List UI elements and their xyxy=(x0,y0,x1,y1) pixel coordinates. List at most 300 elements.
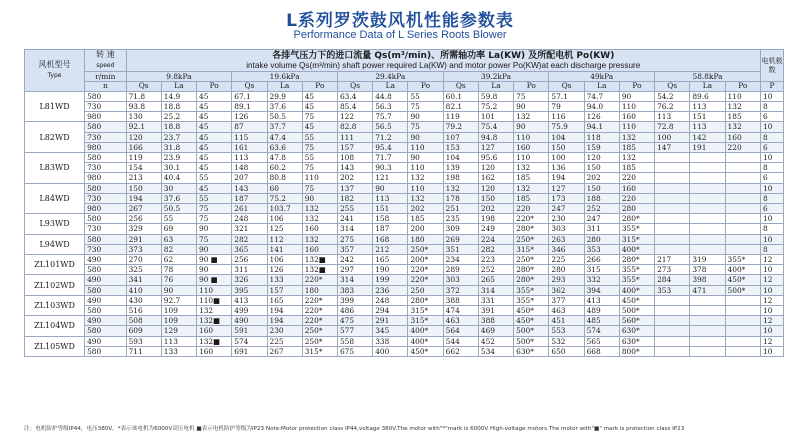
value-cell: 220* xyxy=(302,275,337,285)
value-cell: 72.8 xyxy=(655,122,690,132)
pressure-header: 9.8kPa xyxy=(126,72,232,82)
value-cell: 270 xyxy=(126,255,161,265)
value-cell: 185 xyxy=(514,193,549,203)
value-cell: 44.8 xyxy=(373,91,408,101)
value-cell: 250 xyxy=(408,285,443,295)
value-cell: 55 xyxy=(197,173,232,183)
value-cell: 110 xyxy=(619,102,654,112)
value-cell: 162 xyxy=(478,173,513,183)
value-cell: 157 xyxy=(267,285,302,295)
pole-cell: 6 xyxy=(761,173,784,183)
value-cell: 151 xyxy=(690,112,725,122)
value-cell: 126 xyxy=(232,112,267,122)
value-cell: 202 xyxy=(584,173,619,183)
value-cell: 31.8 xyxy=(161,142,196,152)
value-cell: 261 xyxy=(232,204,267,214)
value-cell: 255 xyxy=(337,204,372,214)
subcolumn-header: La xyxy=(161,82,196,92)
table-row xyxy=(25,214,784,224)
value-cell: 534 xyxy=(478,346,513,356)
speed-cell: 580 xyxy=(85,326,126,336)
value-cell: 198 xyxy=(443,173,478,183)
value-cell: 87 xyxy=(232,122,267,132)
subcolumn-header: Qs xyxy=(126,82,161,92)
speed-cell: 730 xyxy=(85,193,126,203)
value-cell: 383 xyxy=(337,285,372,295)
value-cell xyxy=(690,153,725,163)
value-cell: 141 xyxy=(267,244,302,254)
subcolumn-header: Qs xyxy=(337,82,372,92)
value-cell xyxy=(690,295,725,305)
table-row xyxy=(25,224,784,234)
value-cell: 241 xyxy=(337,214,372,224)
value-cell: 220* xyxy=(302,306,337,316)
value-cell: 314 xyxy=(337,275,372,285)
value-cell: 711 xyxy=(126,346,161,356)
value-cell: 224 xyxy=(478,234,513,244)
value-cell: 355* xyxy=(514,295,549,305)
page-title: L系列罗茨鼓风机性能参数表 xyxy=(286,11,514,31)
model-cell: ZL104WD xyxy=(25,316,85,336)
value-cell: 30.1 xyxy=(161,163,196,173)
value-cell: 267 xyxy=(267,346,302,356)
table-row xyxy=(25,122,784,132)
value-cell: 115 xyxy=(232,132,267,142)
value-cell: 314 xyxy=(478,285,513,295)
value-cell: 23.9 xyxy=(161,153,196,163)
value-cell: 474 xyxy=(443,306,478,316)
value-cell: 132 xyxy=(408,173,443,183)
table-row xyxy=(25,326,784,336)
value-cell xyxy=(690,316,725,326)
value-cell: 252 xyxy=(478,265,513,275)
value-cell: 18.8 xyxy=(161,102,196,112)
value-cell: 248 xyxy=(232,214,267,224)
value-cell: 430 xyxy=(126,295,161,305)
value-cell: 355* xyxy=(619,265,654,275)
value-cell: 168 xyxy=(373,234,408,244)
main-header xyxy=(126,50,760,72)
value-cell: 365 xyxy=(232,244,267,254)
pole-cell: 6 xyxy=(761,112,784,122)
pole-cell: 10 xyxy=(761,91,784,101)
speed-cell: 580 xyxy=(85,214,126,224)
value-cell: 230 xyxy=(267,326,302,336)
value-cell: 143 xyxy=(232,183,267,193)
speed-cell: 580 xyxy=(85,91,126,101)
value-cell: 63 xyxy=(161,234,196,244)
value-cell: 60.2 xyxy=(267,163,302,173)
value-cell xyxy=(655,316,690,326)
value-cell: 37.6 xyxy=(267,102,302,112)
value-cell xyxy=(655,204,690,214)
value-cell: 315* xyxy=(302,346,337,356)
value-cell xyxy=(655,214,690,224)
value-cell: 37.7 xyxy=(267,122,302,132)
value-cell: 161 xyxy=(232,142,267,152)
value-cell xyxy=(725,295,760,305)
value-cell: 280* xyxy=(619,255,654,265)
value-cell: 132 xyxy=(619,132,654,142)
speed-cell: 490 xyxy=(85,275,126,285)
value-cell: 82.1 xyxy=(443,102,478,112)
value-cell: 55 xyxy=(197,193,232,203)
subcolumn-header: Qs xyxy=(443,82,478,92)
value-cell xyxy=(725,326,760,336)
value-cell: 90 xyxy=(161,285,196,295)
value-cell: 120 xyxy=(126,132,161,142)
subcolumn-header: Po xyxy=(619,82,654,92)
value-cell xyxy=(725,183,760,193)
value-cell: 90 xyxy=(619,91,654,101)
value-cell: 265 xyxy=(478,275,513,285)
value-cell: 207 xyxy=(232,173,267,183)
subcolumn-header: Qs xyxy=(655,82,690,92)
value-cell: 185 xyxy=(619,163,654,173)
value-cell: 400* xyxy=(725,265,760,275)
value-cell: 250* xyxy=(408,244,443,254)
table-header xyxy=(25,50,784,92)
value-cell: 353 xyxy=(584,244,619,254)
value-cell: 94.8 xyxy=(478,132,513,142)
value-cell: 450* xyxy=(725,275,760,285)
value-cell: 400* xyxy=(619,285,654,295)
model-cell: L84WD xyxy=(25,183,85,214)
value-cell: 120 xyxy=(478,163,513,173)
value-cell: 75 xyxy=(302,112,337,122)
value-cell: 93.8 xyxy=(126,102,161,112)
value-cell: 220* xyxy=(302,316,337,326)
value-cell xyxy=(725,316,760,326)
value-cell: 591 xyxy=(232,326,267,336)
value-cell: 56.5 xyxy=(373,122,408,132)
value-cell: 110 xyxy=(408,142,443,152)
value-cell: 132 xyxy=(514,183,549,193)
value-cell: 63.4 xyxy=(337,91,372,101)
value-cell: 45 xyxy=(302,102,337,112)
value-cell: 50.5 xyxy=(267,112,302,122)
pole-column-header: P xyxy=(761,82,784,92)
value-cell: 198 xyxy=(478,214,513,224)
value-cell: 126 xyxy=(267,265,302,275)
value-cell: 314 xyxy=(337,224,372,234)
value-cell: 280 xyxy=(584,234,619,244)
value-cell: 355* xyxy=(725,255,760,265)
subcolumn-header: Po xyxy=(302,82,337,92)
value-cell: 500* xyxy=(514,326,549,336)
value-cell: 127 xyxy=(549,183,584,193)
speed-cell: 490 xyxy=(85,255,126,265)
value-cell xyxy=(655,173,690,183)
value-cell: 180 xyxy=(302,285,337,295)
value-cell: 160 xyxy=(302,244,337,254)
value-cell: 220* xyxy=(514,214,549,224)
speed-cell: 490 xyxy=(85,336,126,346)
value-cell: 293 xyxy=(549,275,584,285)
value-cell xyxy=(725,214,760,224)
value-cell: 110 xyxy=(619,122,654,132)
value-cell: 500* xyxy=(619,306,654,316)
value-cell: 280 xyxy=(619,204,654,214)
value-cell: 280* xyxy=(514,275,549,285)
pole-cell: 12 xyxy=(761,316,784,326)
value-cell: 173 xyxy=(549,193,584,203)
value-cell: 132 xyxy=(619,153,654,163)
value-cell: 242 xyxy=(337,255,372,265)
value-cell: 269 xyxy=(443,234,478,244)
value-cell: 662 xyxy=(443,346,478,356)
value-cell: 14.9 xyxy=(161,91,196,101)
value-cell: 489 xyxy=(584,306,619,316)
value-cell: 188 xyxy=(584,193,619,203)
value-cell: 150 xyxy=(478,193,513,203)
value-cell: 80.8 xyxy=(267,173,302,183)
speed-cell: 580 xyxy=(85,153,126,163)
value-cell: 47.4 xyxy=(267,132,302,142)
value-cell: 132 xyxy=(197,306,232,316)
value-cell: 54.2 xyxy=(655,91,690,101)
value-cell: 90 xyxy=(408,112,443,122)
value-cell: 60.1 xyxy=(443,91,478,101)
value-cell: 284 xyxy=(655,275,690,285)
value-cell: 187 xyxy=(232,193,267,203)
value-cell: 280* xyxy=(514,265,549,275)
pole-cell: 10 xyxy=(761,306,784,316)
pole-cell: 12 xyxy=(761,275,784,285)
table-row xyxy=(25,306,784,316)
value-cell xyxy=(655,346,690,356)
value-cell: 25.2 xyxy=(161,112,196,122)
value-cell: 315* xyxy=(408,316,443,326)
value-cell: 113 xyxy=(655,112,690,122)
value-cell: 132■ xyxy=(197,316,232,326)
value-cell: 151 xyxy=(373,204,408,214)
subcolumn-header: La xyxy=(373,82,408,92)
value-cell: 499 xyxy=(232,306,267,316)
value-cell: 355* xyxy=(619,224,654,234)
value-cell xyxy=(655,234,690,244)
value-cell: 294 xyxy=(373,306,408,316)
value-cell: 132■ xyxy=(302,255,337,265)
speed-cell: 730 xyxy=(85,163,126,173)
value-cell: 450* xyxy=(619,295,654,305)
value-cell: 101 xyxy=(478,112,513,122)
speed-cell: 980 xyxy=(85,142,126,152)
motor-poles-header: 电机极数 xyxy=(761,50,784,82)
main-header-cn: 各排气压力下的进口流量 Qs(m³/min)、所需轴功率 La(KW) 及所配电机 Po(KW) xyxy=(272,50,615,61)
value-cell: 341 xyxy=(126,275,161,285)
speed-header xyxy=(85,50,126,72)
page-subtitle: Performance Data of L Series Roots Blower xyxy=(293,29,507,41)
value-cell: 400* xyxy=(619,244,654,254)
value-cell: 139 xyxy=(443,163,478,173)
value-cell: 108 xyxy=(337,153,372,163)
value-cell xyxy=(690,193,725,203)
value-cell: 212 xyxy=(373,244,408,254)
value-cell: 532 xyxy=(549,336,584,346)
value-cell: 413 xyxy=(584,295,619,305)
value-cell: 110 xyxy=(514,153,549,163)
value-cell: 282 xyxy=(232,234,267,244)
value-cell: 69 xyxy=(161,224,196,234)
value-cell: 220* xyxy=(408,265,443,275)
value-cell: 158 xyxy=(373,214,408,224)
table-row xyxy=(25,316,784,326)
value-cell: 90 xyxy=(197,244,232,254)
value-cell: 110 xyxy=(408,183,443,193)
value-cell: 256 xyxy=(232,255,267,265)
value-cell: 75 xyxy=(302,183,337,193)
value-cell: 100 xyxy=(549,153,584,163)
value-cell: 160 xyxy=(197,346,232,356)
value-cell: 121 xyxy=(373,173,408,183)
value-cell: 132■ xyxy=(197,336,232,346)
value-cell: 355* xyxy=(619,275,654,285)
value-cell: 311 xyxy=(584,224,619,234)
value-cell: 565 xyxy=(584,336,619,346)
value-cell: 71.2 xyxy=(373,132,408,142)
value-cell: 213 xyxy=(126,173,161,183)
value-cell: 275 xyxy=(337,234,372,244)
value-cell: 289 xyxy=(443,265,478,275)
value-cell: 463 xyxy=(443,316,478,326)
value-cell: 85.4 xyxy=(337,102,372,112)
pole-cell: 8 xyxy=(761,102,784,112)
value-cell: 82.8 xyxy=(337,122,372,132)
value-cell: 92.7 xyxy=(161,295,196,305)
value-cell: 95.6 xyxy=(478,153,513,163)
pole-cell: 10 xyxy=(761,122,784,132)
subcolumn-header: Qs xyxy=(232,82,267,92)
model-cell: L82WD xyxy=(25,122,85,153)
value-cell: 119 xyxy=(126,153,161,163)
value-cell: 311 xyxy=(232,265,267,275)
value-cell: 485 xyxy=(584,316,619,326)
value-cell: 220 xyxy=(725,142,760,152)
speed-cell: 580 xyxy=(85,234,126,244)
speed-unit: r/min xyxy=(85,72,126,82)
value-cell: 113 xyxy=(690,102,725,112)
value-cell xyxy=(690,346,725,356)
value-cell: 574 xyxy=(232,336,267,346)
value-cell: 220* xyxy=(302,295,337,305)
subcolumn-header: Po xyxy=(197,82,232,92)
value-cell xyxy=(690,234,725,244)
value-cell: 129 xyxy=(161,326,196,336)
value-cell: 90 ■ xyxy=(197,275,232,285)
value-cell: 113 xyxy=(690,122,725,132)
value-cell: 110 xyxy=(197,285,232,295)
value-cell: 225 xyxy=(549,255,584,265)
value-cell: 450* xyxy=(408,346,443,356)
value-cell: 71.7 xyxy=(373,153,408,163)
value-cell: 394 xyxy=(584,285,619,295)
value-cell: 82 xyxy=(161,244,196,254)
subcolumn-header: La xyxy=(584,82,619,92)
value-cell xyxy=(725,224,760,234)
value-cell: 148 xyxy=(232,163,267,173)
value-cell: 160 xyxy=(725,132,760,142)
value-cell: 267 xyxy=(126,204,161,214)
table-row xyxy=(25,295,784,305)
value-cell: 29.9 xyxy=(267,91,302,101)
model-header xyxy=(25,50,85,92)
value-cell: 355* xyxy=(514,285,549,295)
model-cell: ZL101WD xyxy=(25,255,85,275)
value-cell: 142 xyxy=(690,132,725,142)
table-row xyxy=(25,193,784,203)
value-cell: 471 xyxy=(690,285,725,295)
pole-cell: 10 xyxy=(761,183,784,193)
subcolumn-header: La xyxy=(690,82,725,92)
value-cell: 56.3 xyxy=(373,102,408,112)
value-cell: 126 xyxy=(584,112,619,122)
value-cell: 45 xyxy=(197,142,232,152)
value-cell xyxy=(690,306,725,316)
value-cell: 50.5 xyxy=(161,204,196,214)
value-cell: 90 xyxy=(408,153,443,163)
value-cell: 345 xyxy=(373,326,408,336)
value-cell: 132 xyxy=(302,234,337,244)
value-cell: 564 xyxy=(443,326,478,336)
value-cell: 113 xyxy=(373,193,408,203)
value-cell xyxy=(725,193,760,203)
value-cell: 94.1 xyxy=(584,122,619,132)
value-cell: 217 xyxy=(655,255,690,265)
pole-cell: 12 xyxy=(761,255,784,265)
table-row xyxy=(25,234,784,244)
value-cell: 132■ xyxy=(302,265,337,275)
value-cell: 78 xyxy=(161,265,196,275)
value-cell: 113 xyxy=(161,336,196,346)
table-row xyxy=(25,204,784,214)
table-body xyxy=(25,91,784,356)
value-cell: 250* xyxy=(514,234,549,244)
value-cell: 377 xyxy=(549,295,584,305)
speed-header-en: speed xyxy=(96,62,115,69)
value-cell: 137 xyxy=(337,183,372,193)
value-cell: 395 xyxy=(232,285,267,295)
value-cell: 75 xyxy=(514,91,549,101)
value-cell: 103.7 xyxy=(267,204,302,214)
value-cell: 451 xyxy=(549,316,584,326)
value-cell xyxy=(690,183,725,193)
value-cell: 263 xyxy=(549,234,584,244)
speed-cell: 580 xyxy=(85,122,126,132)
value-cell: 315 xyxy=(584,265,619,275)
speed-cell: 730 xyxy=(85,102,126,112)
value-cell: 247 xyxy=(584,214,619,224)
value-cell: 450* xyxy=(514,316,549,326)
value-cell: 90 xyxy=(514,122,549,132)
table-row xyxy=(25,112,784,122)
value-cell: 75.2 xyxy=(267,193,302,203)
value-cell: 413 xyxy=(232,295,267,305)
value-cell: 194 xyxy=(126,193,161,203)
value-cell: 280 xyxy=(549,265,584,275)
value-cell: 45 xyxy=(197,132,232,142)
speed-header-cn: 转 速 xyxy=(96,50,115,59)
value-cell: 90 xyxy=(514,102,549,112)
value-cell: 89.1 xyxy=(232,102,267,112)
value-cell: 800* xyxy=(619,346,654,356)
pole-cell: 6 xyxy=(761,204,784,214)
speed-cell: 580 xyxy=(85,265,126,275)
speed-cell: 730 xyxy=(85,132,126,142)
value-cell: 71.8 xyxy=(126,91,161,101)
value-cell xyxy=(655,183,690,193)
value-cell: 45 xyxy=(197,183,232,193)
